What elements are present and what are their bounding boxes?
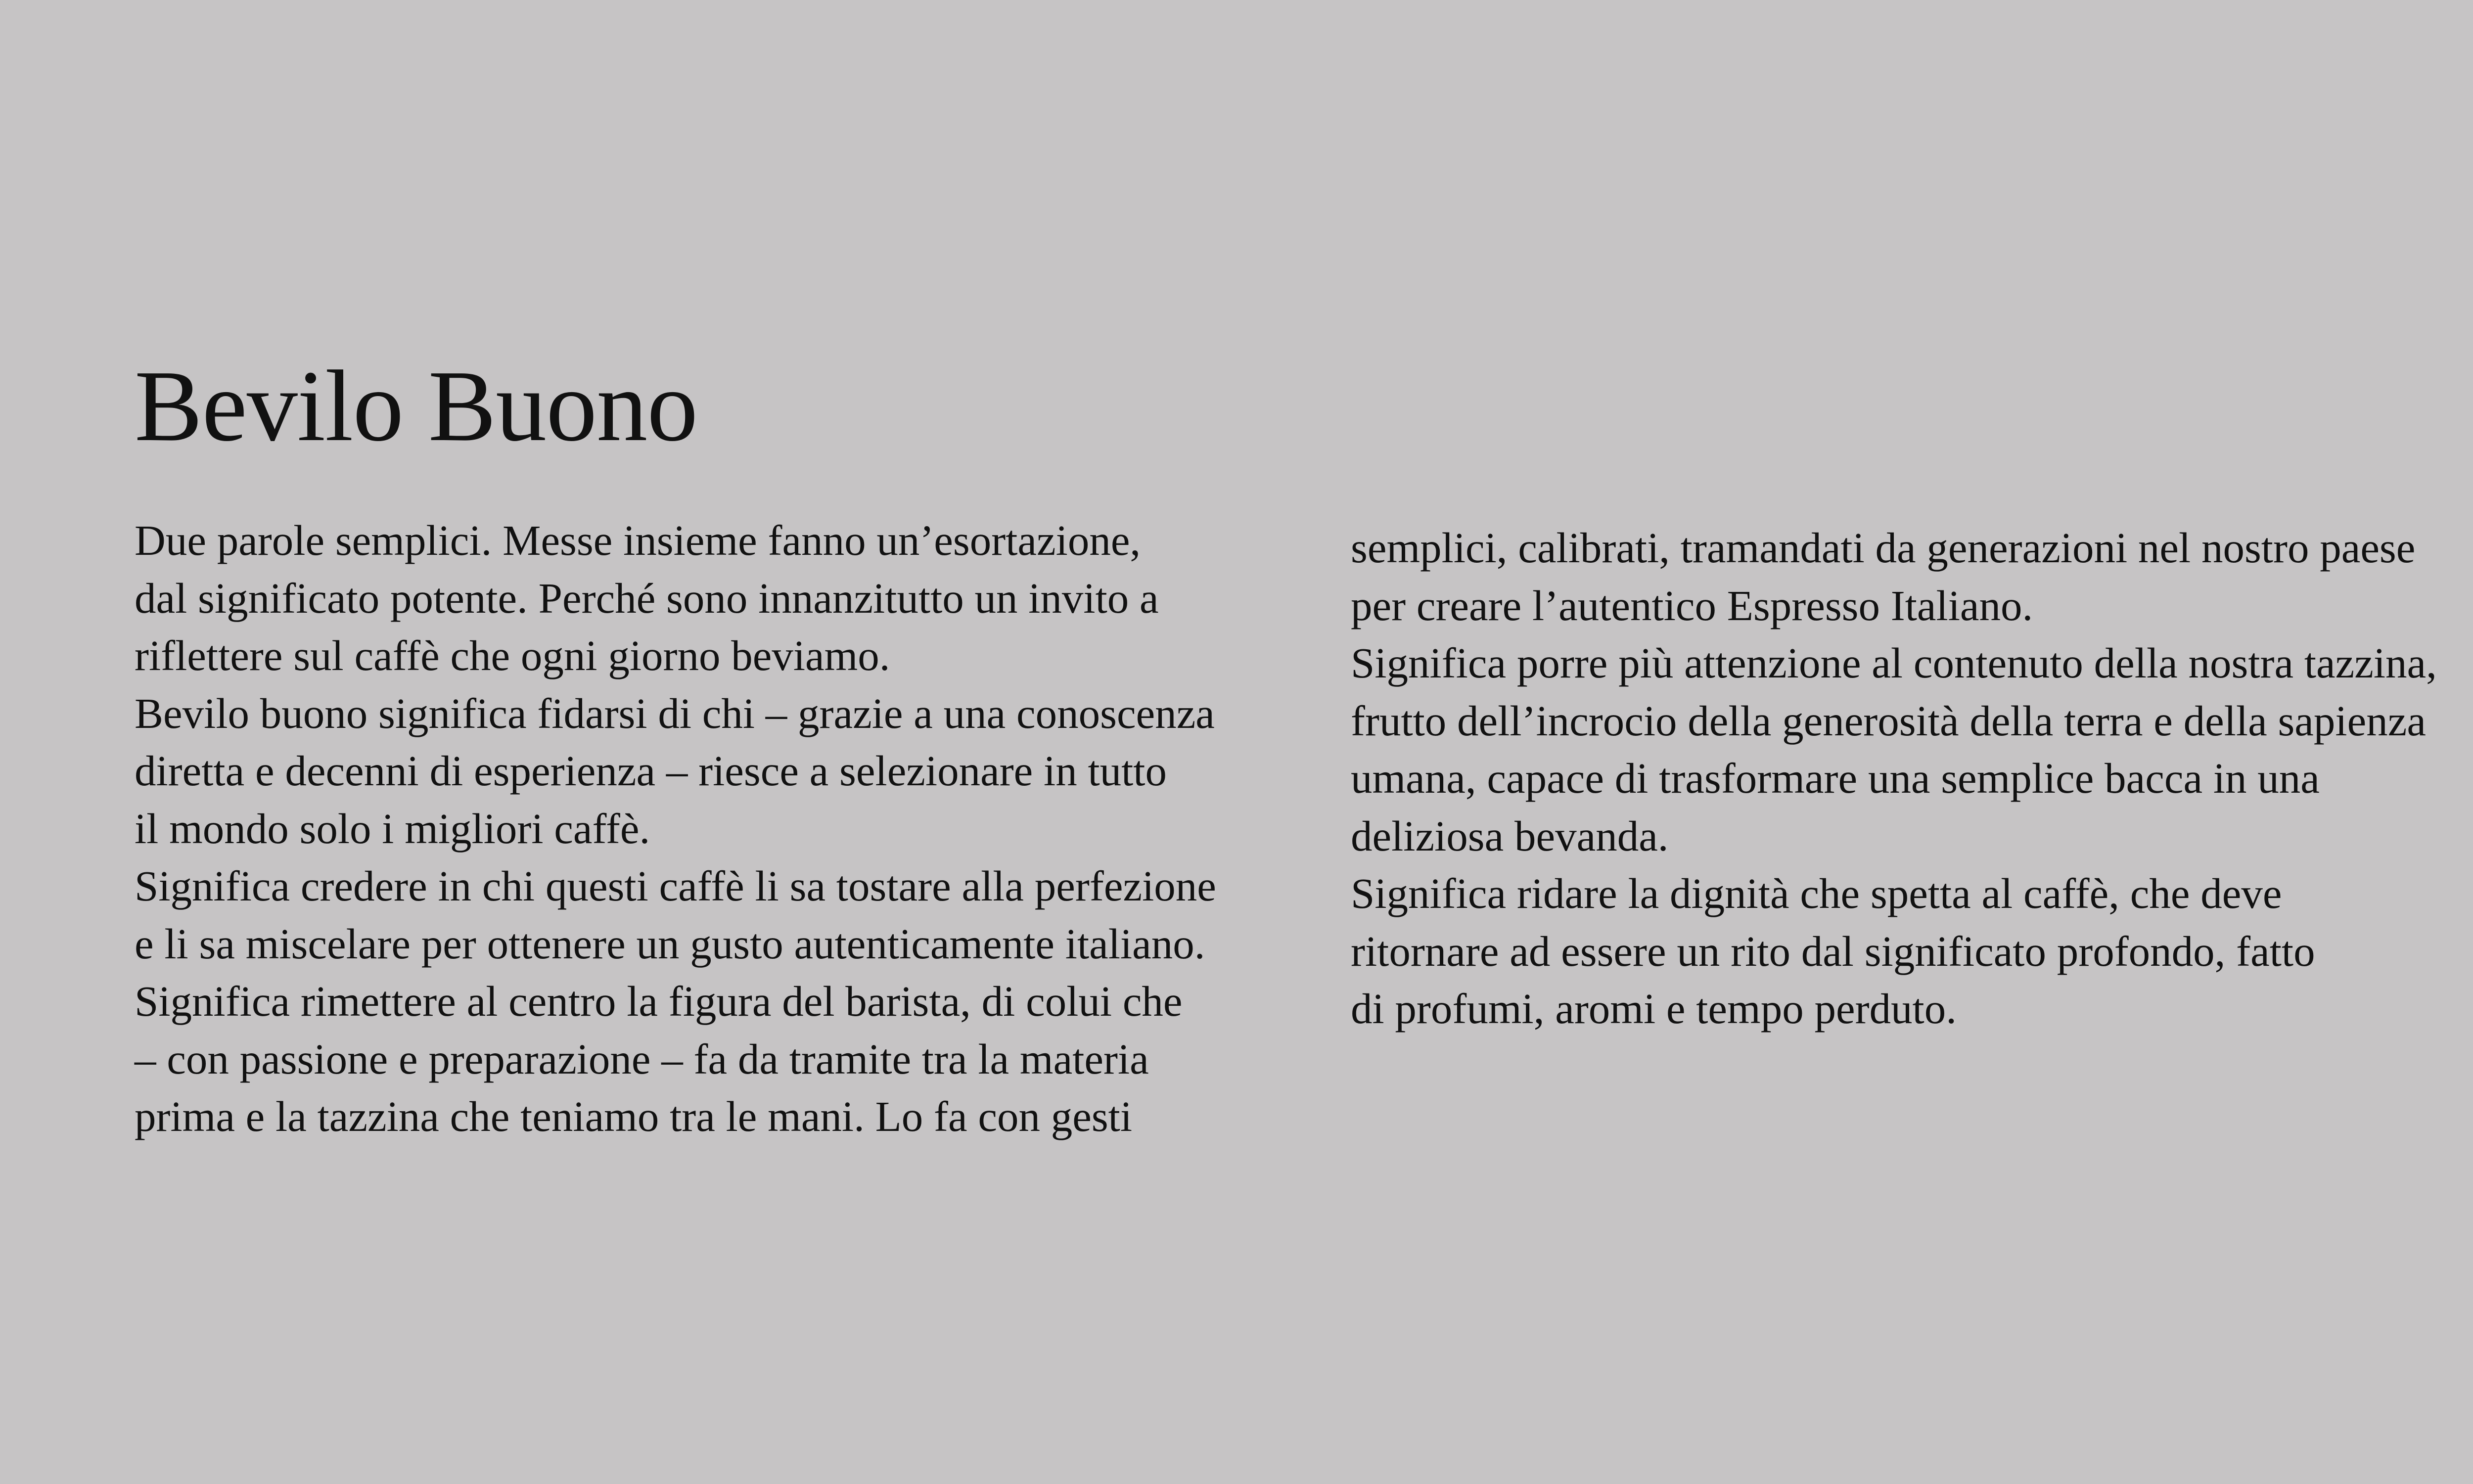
text-line: Significa rimettere al centro la figura del barista, di colui che (135, 977, 1183, 1025)
text-line: umana, capace di trasformare una semplice bacca in una (1351, 754, 2320, 802)
text-line: semplici, calibrati, tramandati da generazioni nel nostro paese (1351, 524, 2416, 572)
page-title: Bevilo Buono (135, 349, 698, 462)
text-line: ritornare ad essere un rito dal significato profondo, fatto (1351, 927, 2315, 975)
text-line: il mondo solo i migliori caffè. (135, 804, 650, 853)
text-line: dal significato potente. Perché sono innanzitutto un invito a (135, 574, 1159, 622)
body-text-column-left (135, 512, 1312, 1146)
text-line: per creare l’autentico Espresso Italiano. (1351, 581, 2033, 630)
text-line: frutto dell’incrocio della generosità della terra e della sapienza (1351, 696, 2426, 745)
body-text-column-right (1351, 519, 2473, 1038)
text-line: riflettere sul caffè che ogni giorno beviamo. (135, 631, 890, 679)
text-line: diretta e decenni di esperienza – riesce a selezionare in tutto (135, 747, 1167, 795)
text-line: e li sa miscelare per ottenere un gusto autenticamente italiano. (135, 919, 1205, 968)
text-line: Bevilo buono significa fidarsi di chi – grazie a una conoscenza (135, 689, 1215, 737)
text-line: Due parole semplici. Messe insieme fanno un’esortazione, (135, 516, 1141, 564)
text-line: prima e la tazzina che teniamo tra le mani. Lo fa con gesti (135, 1092, 1133, 1140)
text-line: – con passione e preparazione – fa da tramite tra la materia (135, 1034, 1149, 1083)
text-line: Significa ridare la dignità che spetta al caffè, che deve (1351, 869, 2282, 917)
text-line: deliziosa bevanda. (1351, 811, 1669, 860)
text-line: Significa credere in chi questi caffè li sa tostare alla perfezione (135, 862, 1216, 910)
text-line: Significa porre più attenzione al contenuto della nostra tazzina, (1351, 639, 2437, 687)
text-line: di profumi, aromi e tempo perduto. (1351, 985, 1957, 1033)
